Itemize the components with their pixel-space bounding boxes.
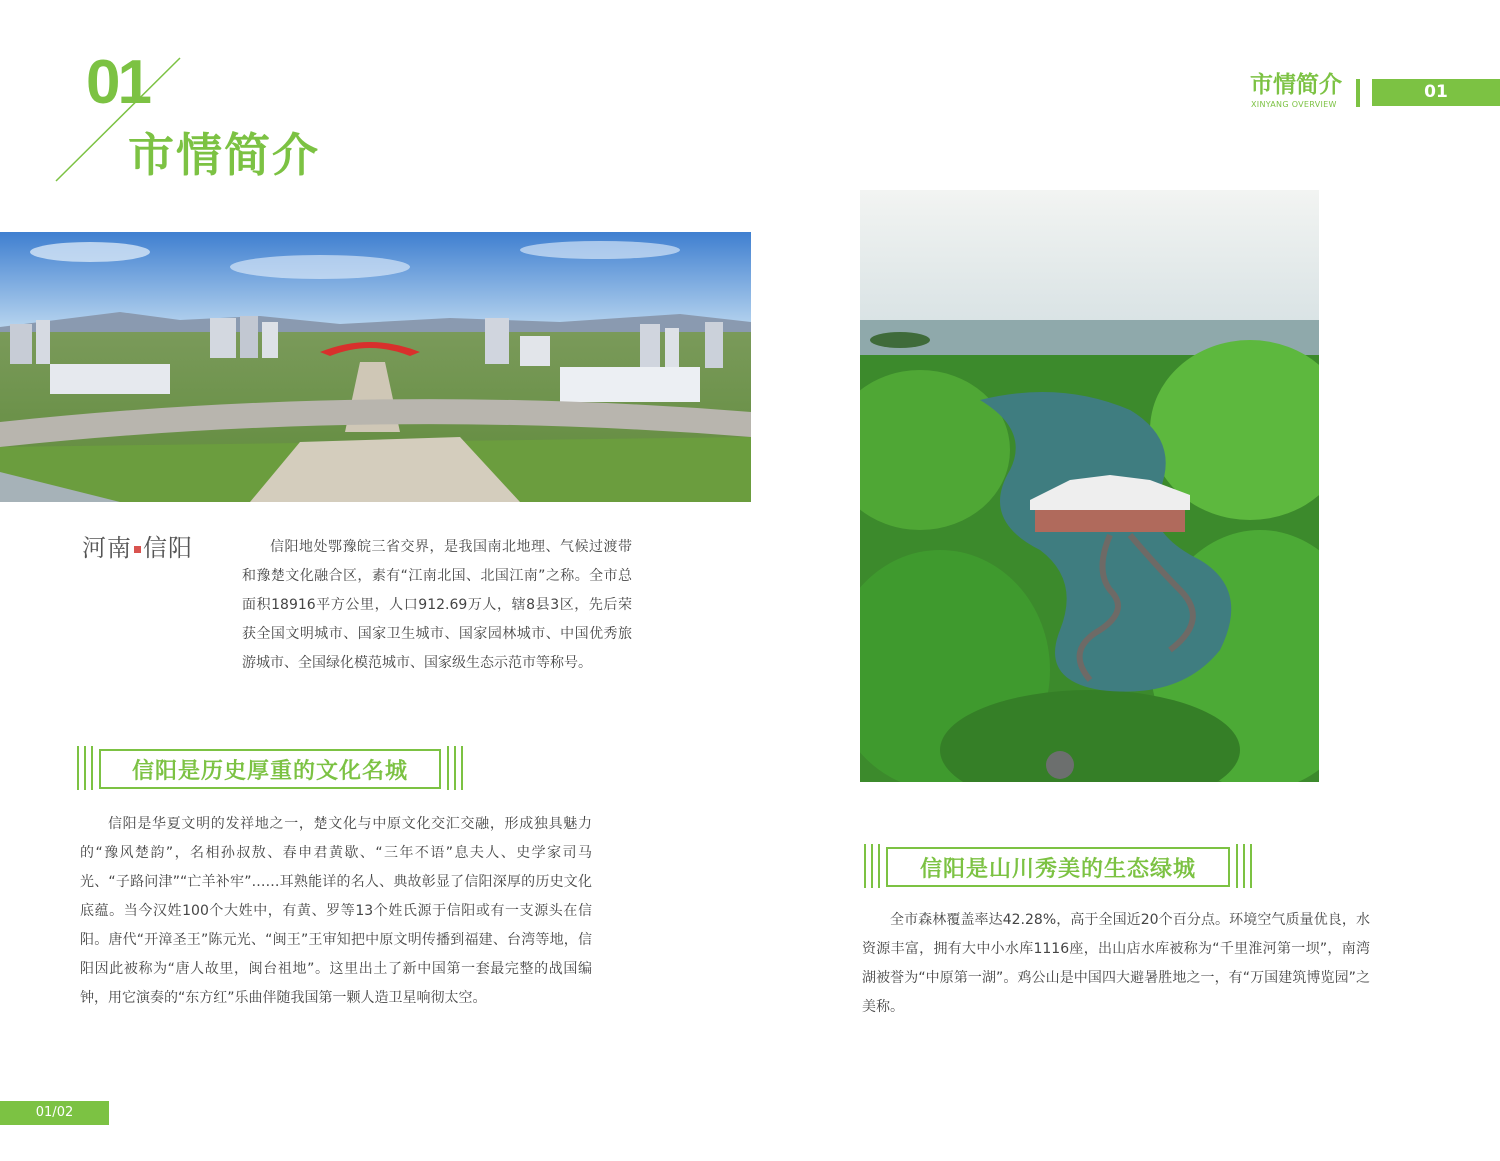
lake-aerial-photo — [860, 190, 1319, 782]
culture-heading: 信阳是历史厚重的文化名城 — [99, 749, 441, 789]
city-aerial-photo — [0, 232, 751, 502]
logo-henan: 河南 — [82, 534, 132, 562]
culture-paragraph: 信阳是华夏文明的发祥地之一，楚文化与中原文化交汇交融，形成独具魅力的“豫风楚韵”，名相孙叔敖、春申君黄歇、“三年不语”息夫人、史学家司马光、“子路问津”“亡羊补牢”……耳熟能详的名人、典故彰显了信阳深厚的历史文化底蕴。当今汉姓100个大姓中，有黄、罗等13个姓氏源于信阳或有一支源头在信阳。唐代“开漳圣王”陈元光、“闽王”王审知把中原文明传播到福建、台湾等地，信阳因此被称为“唐人故里，闽台祖地”。这里出土了新中国第一套最完整的战国编钟，用它演奏的“东方红”乐曲伴随我国第一颗人造卫星响彻太空。 — [80, 816, 592, 1006]
logo-dot-icon — [134, 546, 141, 553]
culture-heading-banner — [77, 746, 463, 790]
ecology-paragraph: 全市森林覆盖率达42.28%，高于全国近20个百分点。环境空气质量优良，水资源丰富，拥有大中小水库1116座，出山店水库被称为“千里淮河第一坝”，南湾湖被誉为“中原第一湖”。鸡公山是中国四大避暑胜地之一，有“万国建筑博览园”之美称。 — [862, 912, 1370, 1015]
scroll-right-cap — [1230, 844, 1252, 888]
intro-paragraph: 信阳地处鄂豫皖三省交界，是我国南北地理、气候过渡带和豫楚文化融合区，素有“江南北国、北国江南”之称。全市总面积18916平方公里，人口912.69万人，辖8县3区，先后荣获全国文明城市、国家卫生城市、国家园林城市、中国优秀旅游城市、全国绿化模范城市、国家级生态示范市等称号。 — [242, 539, 632, 671]
page-number-badge: 01/02 — [0, 1101, 109, 1125]
header-subtitle: XINYANG OVERVIEW — [1251, 100, 1337, 109]
header-divider — [1356, 79, 1360, 107]
ecology-heading: 信阳是山川秀美的生态绿城 — [886, 847, 1230, 887]
header-number-badge: 01 — [1372, 79, 1500, 106]
header-title: 市情简介 — [1250, 72, 1342, 98]
ecology-heading-banner — [864, 844, 1252, 888]
scroll-left-cap — [77, 746, 99, 790]
henan-xinyang-logo — [82, 536, 193, 560]
scroll-right-cap — [441, 746, 463, 790]
logo-xinyang: 信阳 — [143, 534, 193, 562]
section-number: 01 — [86, 48, 149, 117]
scroll-left-cap — [864, 844, 886, 888]
section-title: 市情简介 — [128, 128, 320, 182]
